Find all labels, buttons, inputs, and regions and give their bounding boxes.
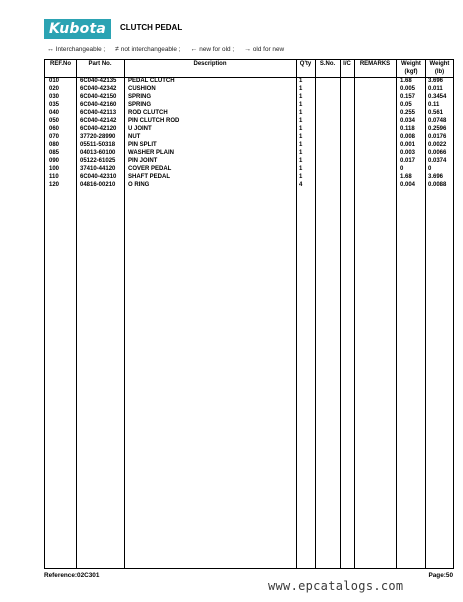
reference-code: Reference:02C301: [44, 572, 100, 579]
part-no-cell: 6C040-42150: [80, 94, 117, 100]
weight-kgf-cell: 0.157: [400, 94, 416, 100]
header-weight-kgf: Weight (kgf): [401, 61, 421, 75]
header-qty: Q'ty: [299, 61, 312, 67]
weight-kgf-cell: 0.034: [400, 118, 416, 124]
weight-kgf-cell: 0.017: [400, 158, 416, 164]
description-cell: PEDAL CLUTCH: [128, 78, 175, 84]
kubota-logo: Kubota: [44, 19, 111, 39]
weight-lb-cell: 0.561: [428, 110, 444, 116]
description-cell: SHAFT PEDAL: [128, 174, 170, 180]
legend-item-interchangeable: [47, 46, 105, 53]
weight-lb-cell: 3.696: [428, 78, 444, 84]
weight-kgf-cell: 0: [400, 166, 404, 172]
page-title: CLUTCH PEDAL: [120, 23, 183, 32]
header-weight-lb: Weight (lb): [429, 61, 450, 75]
ref-cell: 010: [49, 78, 60, 84]
qty-cell: 4: [299, 182, 303, 188]
table-row: [45, 101, 453, 109]
qty-cell: 1: [299, 142, 303, 148]
table-row: [45, 85, 453, 93]
left-arrow-icon: ←: [190, 46, 198, 53]
qty-cell: 1: [299, 134, 303, 140]
table-row: [45, 125, 453, 133]
qty-cell: 1: [299, 94, 303, 100]
qty-cell: 1: [299, 118, 303, 124]
weight-lb-cell: 0.0748: [428, 118, 447, 124]
ref-cell: 090: [49, 158, 60, 164]
weight-lb-cell: 0.11: [428, 102, 440, 108]
page-number: Page:50: [428, 572, 453, 579]
part-no-cell: 6C040-42160: [80, 102, 117, 108]
qty-cell: 1: [299, 102, 303, 108]
table-row: [45, 181, 453, 189]
weight-kgf-cell: 0.255: [400, 110, 416, 116]
legend-item-old-for-new: [244, 46, 284, 53]
table-row: [45, 117, 453, 125]
table-row: [45, 109, 453, 117]
table-row: [45, 93, 453, 101]
weight-lb-cell: 0.0374: [428, 158, 447, 164]
description-cell: U JOINT: [128, 126, 152, 132]
table-row: [45, 165, 453, 173]
qty-cell: 1: [299, 158, 303, 164]
part-no-cell: 04816-00210: [80, 182, 116, 188]
header-part-no: Part No.: [88, 61, 112, 67]
description-cell: PIN CLUTCH ROD: [128, 118, 180, 124]
header-description: Description: [193, 61, 227, 67]
description-cell: O RING: [128, 182, 150, 188]
legend-text: new for old ;: [199, 46, 235, 53]
weight-lb-cell: 0.011: [428, 86, 443, 92]
table-row: [45, 149, 453, 157]
table-row: [45, 133, 453, 141]
description-cell: WASHER PLAIN: [128, 150, 175, 156]
part-no-cell: 05122-61025: [80, 158, 116, 164]
part-no-cell: 37410-44120: [80, 166, 116, 172]
ref-cell: 060: [49, 126, 60, 132]
weight-lb-cell: 0.0176: [428, 134, 447, 140]
weight-kgf-cell: 0.003: [400, 150, 416, 156]
right-arrow-icon: →: [244, 46, 252, 53]
description-cell: ROD CLUTCH: [128, 110, 168, 116]
legend-text: old for new: [252, 46, 285, 53]
part-no-cell: 6C040-42310: [80, 174, 117, 180]
weight-kgf-cell: 0.118: [400, 126, 415, 132]
description-cell: SPRING: [128, 94, 152, 100]
part-no-cell: 37720-28990: [80, 134, 116, 140]
qty-cell: 1: [299, 174, 303, 180]
description-cell: NUT: [128, 134, 141, 140]
weight-kgf-cell: 0.005: [400, 86, 416, 92]
qty-cell: 1: [299, 150, 303, 156]
weight-lb-cell: 0: [428, 166, 432, 172]
ref-cell: 120: [49, 182, 60, 188]
qty-cell: 1: [299, 110, 303, 116]
weight-lb-cell: 3.696: [428, 174, 444, 180]
weight-lb-cell: 0.2596: [428, 126, 447, 132]
header-ic: I/C: [343, 61, 351, 67]
weight-lb-cell: 0.3454: [428, 94, 447, 100]
header-serial-no: S.No.: [319, 61, 336, 67]
weight-lb-cell: 0.0088: [428, 182, 447, 188]
weight-kgf-cell: 0.001: [400, 142, 416, 148]
ref-cell: 070: [49, 134, 60, 140]
website-watermark: www.epcatalogs.com: [268, 579, 404, 593]
qty-cell: 1: [299, 86, 303, 92]
header-remarks: REMARKS: [359, 61, 391, 67]
ref-cell: 020: [49, 86, 60, 92]
table-header: [45, 60, 453, 78]
table-row: [45, 157, 453, 165]
ref-cell: 110: [49, 174, 59, 180]
interchange-legend: [47, 46, 284, 53]
header-ref: REF.No: [50, 61, 71, 67]
ref-cell: 080: [49, 142, 60, 148]
weight-lb-cell: 0.0066: [428, 150, 447, 156]
description-cell: PIN SPLIT: [128, 142, 157, 148]
parts-table: [44, 59, 454, 569]
description-cell: PIN JOINT: [128, 158, 158, 164]
part-no-cell: 6C040-42135: [80, 78, 117, 84]
ref-cell: 035: [49, 102, 60, 108]
weight-kgf-cell: 0.05: [400, 102, 412, 108]
table-body: [45, 77, 453, 189]
not-equal-icon: ≠: [115, 46, 120, 53]
part-no-cell: 6C040-42342: [80, 86, 117, 92]
table-row: [45, 77, 453, 85]
weight-lb-cell: 0.0022: [428, 142, 447, 148]
table-row: [45, 173, 453, 181]
qty-cell: 1: [299, 78, 303, 84]
weight-kgf-cell: 1.68: [400, 174, 412, 180]
description-cell: SPRING: [128, 102, 152, 108]
weight-kgf-cell: 1.68: [400, 78, 412, 84]
part-no-cell: 6C040-42120: [80, 126, 117, 132]
legend-text: Interchangeable ;: [55, 46, 106, 53]
double-arrow-icon: ↔: [47, 46, 54, 53]
legend-text: not interchangeable ;: [120, 46, 181, 53]
part-no-cell: 6C040-42113: [80, 110, 117, 116]
part-no-cell: 05511-50318: [80, 142, 116, 148]
description-cell: COVER PEDAL: [128, 166, 172, 172]
description-cell: CUSHION: [128, 86, 156, 92]
ref-cell: 050: [49, 118, 60, 124]
ref-cell: 085: [49, 150, 60, 156]
legend-item-not-interchangeable: [115, 46, 180, 53]
ref-cell: 040: [49, 110, 60, 116]
weight-kgf-cell: 0.008: [400, 134, 416, 140]
part-no-cell: 6C040-42142: [80, 118, 117, 124]
ref-cell: 030: [49, 94, 60, 100]
qty-cell: 1: [299, 126, 303, 132]
part-no-cell: 04013-60100: [80, 150, 116, 156]
ref-cell: 100: [49, 166, 60, 172]
legend-item-new-for-old: [191, 46, 235, 53]
weight-kgf-cell: 0.004: [400, 182, 416, 188]
table-row: [45, 141, 453, 149]
qty-cell: 1: [299, 166, 303, 172]
